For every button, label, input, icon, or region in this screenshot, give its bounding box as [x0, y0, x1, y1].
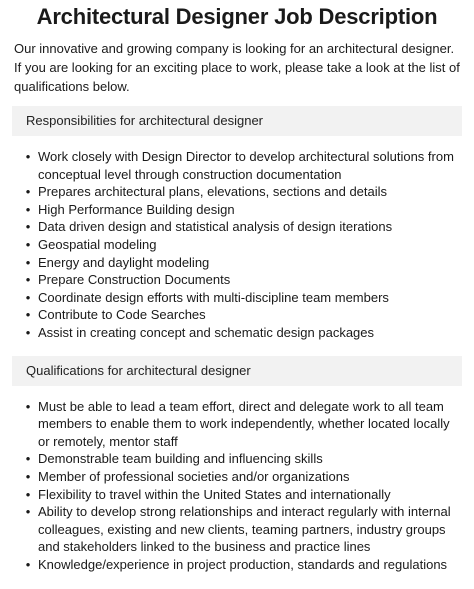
- list-item: [25, 183, 462, 201]
- bullet-icon: •: [25, 272, 31, 288]
- list-item: [25, 450, 462, 468]
- list-item: [25, 324, 462, 342]
- list-item: [25, 271, 462, 289]
- bullet-icon: •: [25, 254, 31, 270]
- list-item-text: Energy and daylight modeling: [38, 254, 210, 270]
- responsibilities-list: [12, 148, 462, 342]
- list-item-text: Contribute to Code Searches: [38, 307, 206, 323]
- list-item: [25, 148, 462, 183]
- bullet-icon: •: [25, 307, 31, 323]
- list-item-text: Data driven design and statistical analysis of design iterations: [38, 219, 393, 235]
- list-item: [25, 556, 462, 574]
- list-item-text: Assist in creating concept and schematic design packages: [38, 324, 375, 340]
- bullet-icon: •: [25, 201, 31, 217]
- list-item: [25, 503, 462, 556]
- list-item-text: Ability to develop strong relationships and interact regularly with internal colleagues, existing and new clients, teaming partners, industry groups and stakeholders linked to the business and practice lines: [38, 504, 451, 555]
- list-item-text: Knowledge/experience in project production, standards and regulations: [38, 556, 448, 572]
- list-item-text: Prepare Construction Documents: [38, 272, 231, 288]
- list-item: [25, 398, 462, 451]
- list-item: [25, 236, 462, 254]
- list-item: [25, 254, 462, 272]
- bullet-icon: •: [25, 398, 31, 414]
- qualifications-list: [12, 398, 462, 574]
- bullet-icon: •: [25, 468, 31, 484]
- list-item-text: Coordinate design efforts with multi-discipline team members: [38, 289, 389, 305]
- page-title: Architectural Designer Job Description: [36, 4, 438, 29]
- list-item-text: Flexibility to travel within the United States and internationally: [38, 486, 391, 502]
- list-item-text: Member of professional societies and/or organizations: [38, 468, 350, 484]
- list-item: [25, 486, 462, 504]
- list-item: [25, 306, 462, 324]
- list-item: [25, 218, 462, 236]
- bullet-icon: •: [25, 236, 31, 252]
- bullet-icon: •: [25, 324, 31, 340]
- list-item-text: High Performance Building design: [38, 201, 235, 217]
- bullet-icon: •: [25, 556, 31, 572]
- list-item-text: Work closely with Design Director to develop architectural solutions from conceptual level through construction documentation: [38, 149, 454, 182]
- bullet-icon: •: [25, 504, 31, 520]
- list-item-text: Demonstrable team building and influencing skills: [38, 451, 323, 467]
- responsibilities-heading: Responsibilities for architectural designer: [12, 106, 462, 136]
- bullet-icon: •: [25, 149, 31, 164]
- list-item: [25, 468, 462, 486]
- intro-paragraph: Our innovative and growing company is looking for an architectural designer. If you are looking for an exciting place to work, please take a look at the list of qualifications below.: [14, 41, 460, 94]
- bullet-icon: •: [25, 219, 31, 235]
- bullet-icon: •: [25, 289, 31, 305]
- list-item: [25, 289, 462, 307]
- bullet-icon: •: [25, 451, 31, 467]
- list-item-text: Prepares architectural plans, elevations, sections and details: [38, 184, 388, 200]
- qualifications-heading: Qualifications for architectural designer: [12, 356, 462, 386]
- list-item-text: Must be able to lead a team effort, direct and delegate work to all team members to enable them to work independently, whether located locally or remotely, mentor staff: [38, 398, 450, 449]
- list-item: [25, 201, 462, 219]
- bullet-icon: •: [25, 184, 31, 200]
- list-item-text: Geospatial modeling: [38, 236, 157, 252]
- bullet-icon: •: [25, 486, 31, 502]
